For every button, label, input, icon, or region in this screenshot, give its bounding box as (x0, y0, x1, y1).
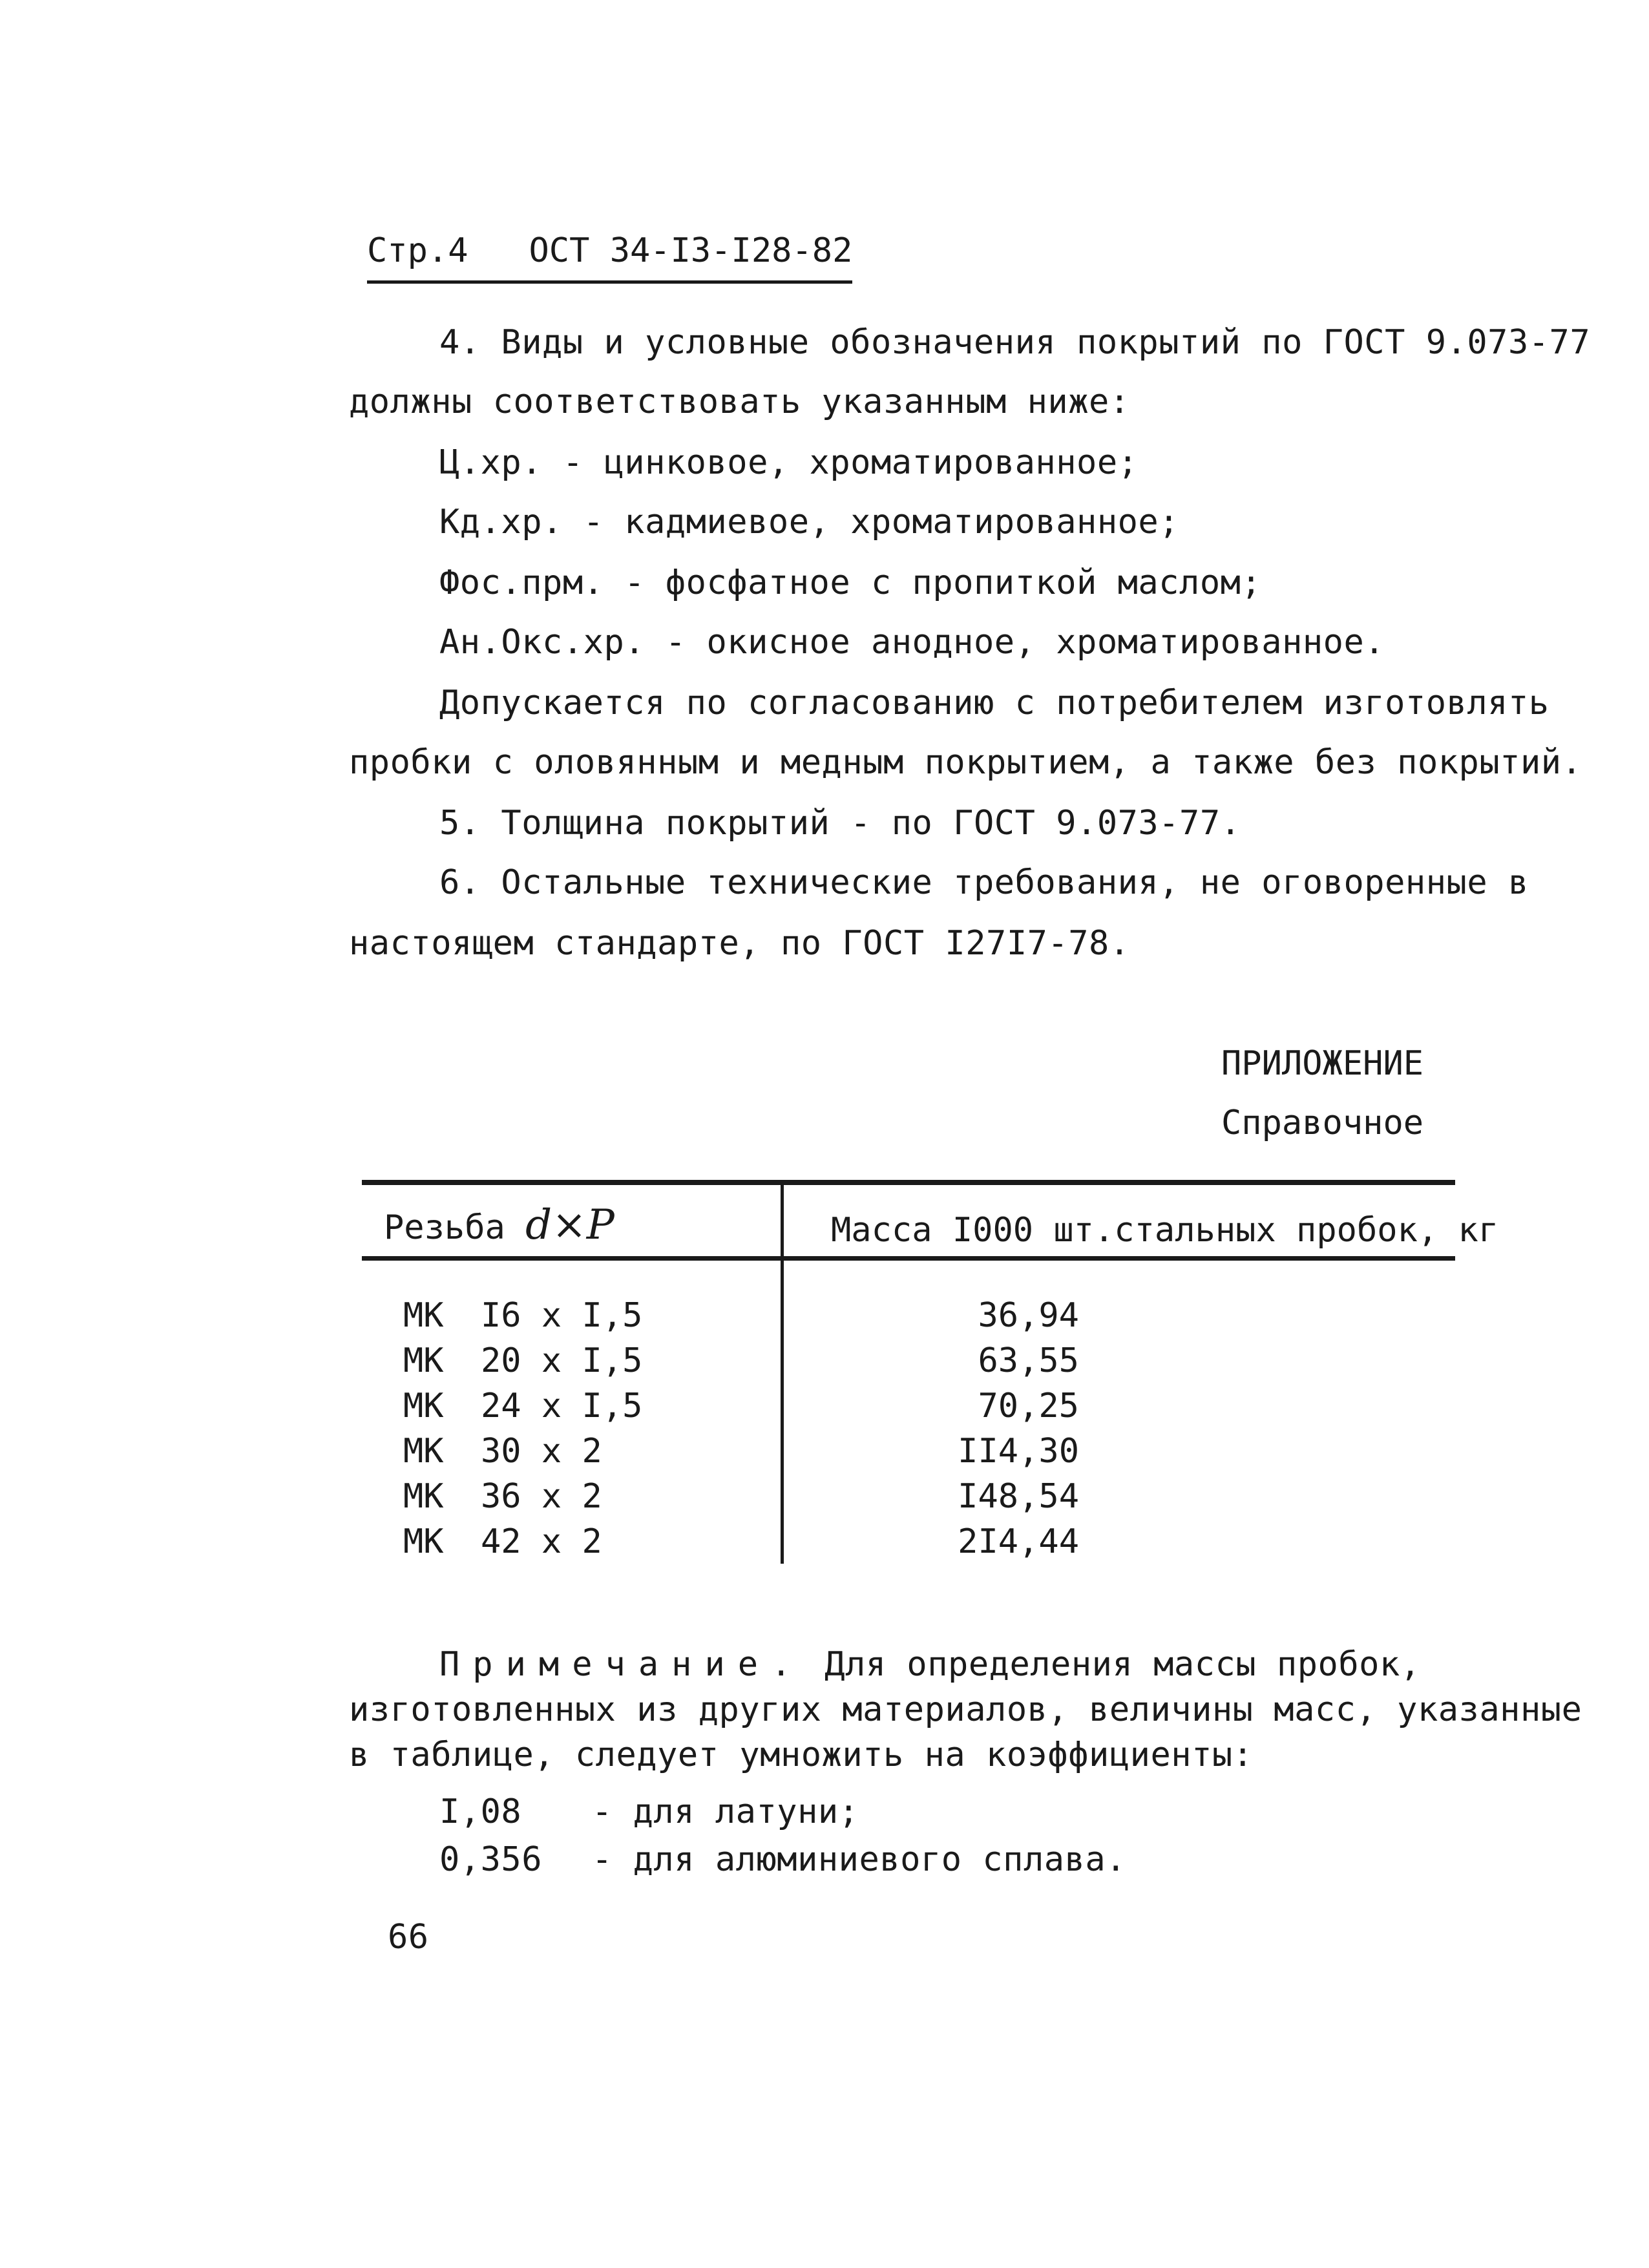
thread-formula: d×P (525, 1201, 614, 1249)
thread-size: 36 x 2 (481, 1477, 602, 1516)
section4-line2: должны соответствовать указанным ниже: (349, 383, 1130, 421)
thread-size: 42 x 2 (481, 1522, 602, 1561)
mass-value: 63,55 (978, 1341, 1079, 1380)
column-header-thread (384, 1201, 614, 1249)
mass-value: I48,54 (958, 1477, 1079, 1516)
thread-prefix: МК (403, 1432, 444, 1471)
coefficient-value: 0,356 (439, 1840, 543, 1879)
coefficient-desc: - для латуни; (592, 1792, 859, 1831)
mass-value: 36,94 (978, 1296, 1079, 1335)
note-line3: в таблице, следует умножить на коэффициенты: (349, 1736, 1254, 1774)
thread-size: 20 x I,5 (481, 1341, 643, 1380)
thread-size: 24 x I,5 (481, 1387, 643, 1425)
note-line1-text: Для определения массы пробок, (804, 1645, 1421, 1684)
mass-value: 70,25 (978, 1387, 1079, 1425)
coefficient-value: I,08 (439, 1792, 522, 1831)
table-top-rule (362, 1180, 1455, 1185)
thread-prefix: МК (403, 1522, 444, 1561)
page-number: 66 (388, 1918, 429, 1957)
allowed-line2: пробки с оловянным и медным покрытием, а также без покрытий. (349, 743, 1582, 782)
note-label: Примечание. (439, 1645, 804, 1684)
coating-item: Кд.хр. - кадмиевое, хроматированное; (439, 503, 1180, 541)
table-column-divider (781, 1180, 784, 1564)
thread-size: I6 x I,5 (481, 1296, 643, 1335)
coating-item: Ц.хр. - цинковое, хроматированное; (439, 443, 1139, 482)
note-line1 (439, 1644, 1421, 1685)
section6-line1: 6. Остальные технические требования, не оговоренные в (439, 863, 1529, 902)
thread-prefix: МК (403, 1387, 444, 1425)
table-header-rule (362, 1256, 1455, 1261)
thread-size: 30 x 2 (481, 1432, 602, 1471)
doc-code: ОСТ 34-I3-I28-82 (529, 231, 853, 270)
appendix-title: ПРИЛОЖЕНИЕ (1221, 1044, 1424, 1083)
thread-prefix: МК (403, 1296, 444, 1335)
mass-value: II4,30 (958, 1432, 1079, 1471)
note-line2: изготовленных из других материалов, величины масс, указанные (349, 1690, 1582, 1729)
coefficient-desc: - для алюминиевого сплава. (592, 1840, 1126, 1879)
thread-prefix: МК (403, 1477, 444, 1516)
column-header-thread-label: Резьба (384, 1208, 505, 1247)
section5: 5. Толщина покрытий - по ГОСТ 9.073-77. (439, 804, 1241, 843)
section4-line1: 4. Виды и условные обозначения покрытий по ГОСТ 9.073-77 (439, 323, 1591, 362)
allowed-line1: Допускается по согласованию с потребителем изготовлять (439, 684, 1549, 722)
page-header (367, 230, 852, 284)
column-header-mass: Масса I000 шт.стальных пробок, кг (831, 1211, 1499, 1250)
thread-prefix: МК (403, 1341, 444, 1380)
section6-line2: настоящем стандарте, по ГОСТ I27I7-78. (349, 924, 1130, 963)
coating-item: Ан.Окс.хр. - окисное анодное, хроматированное. (439, 623, 1385, 662)
page-ref: Стр.4 (367, 231, 468, 270)
coating-item: Фос.прм. - фосфатное с пропиткой маслом; (439, 563, 1262, 602)
appendix-subtitle: Справочное (1221, 1104, 1424, 1142)
mass-value: 2I4,44 (958, 1522, 1079, 1561)
